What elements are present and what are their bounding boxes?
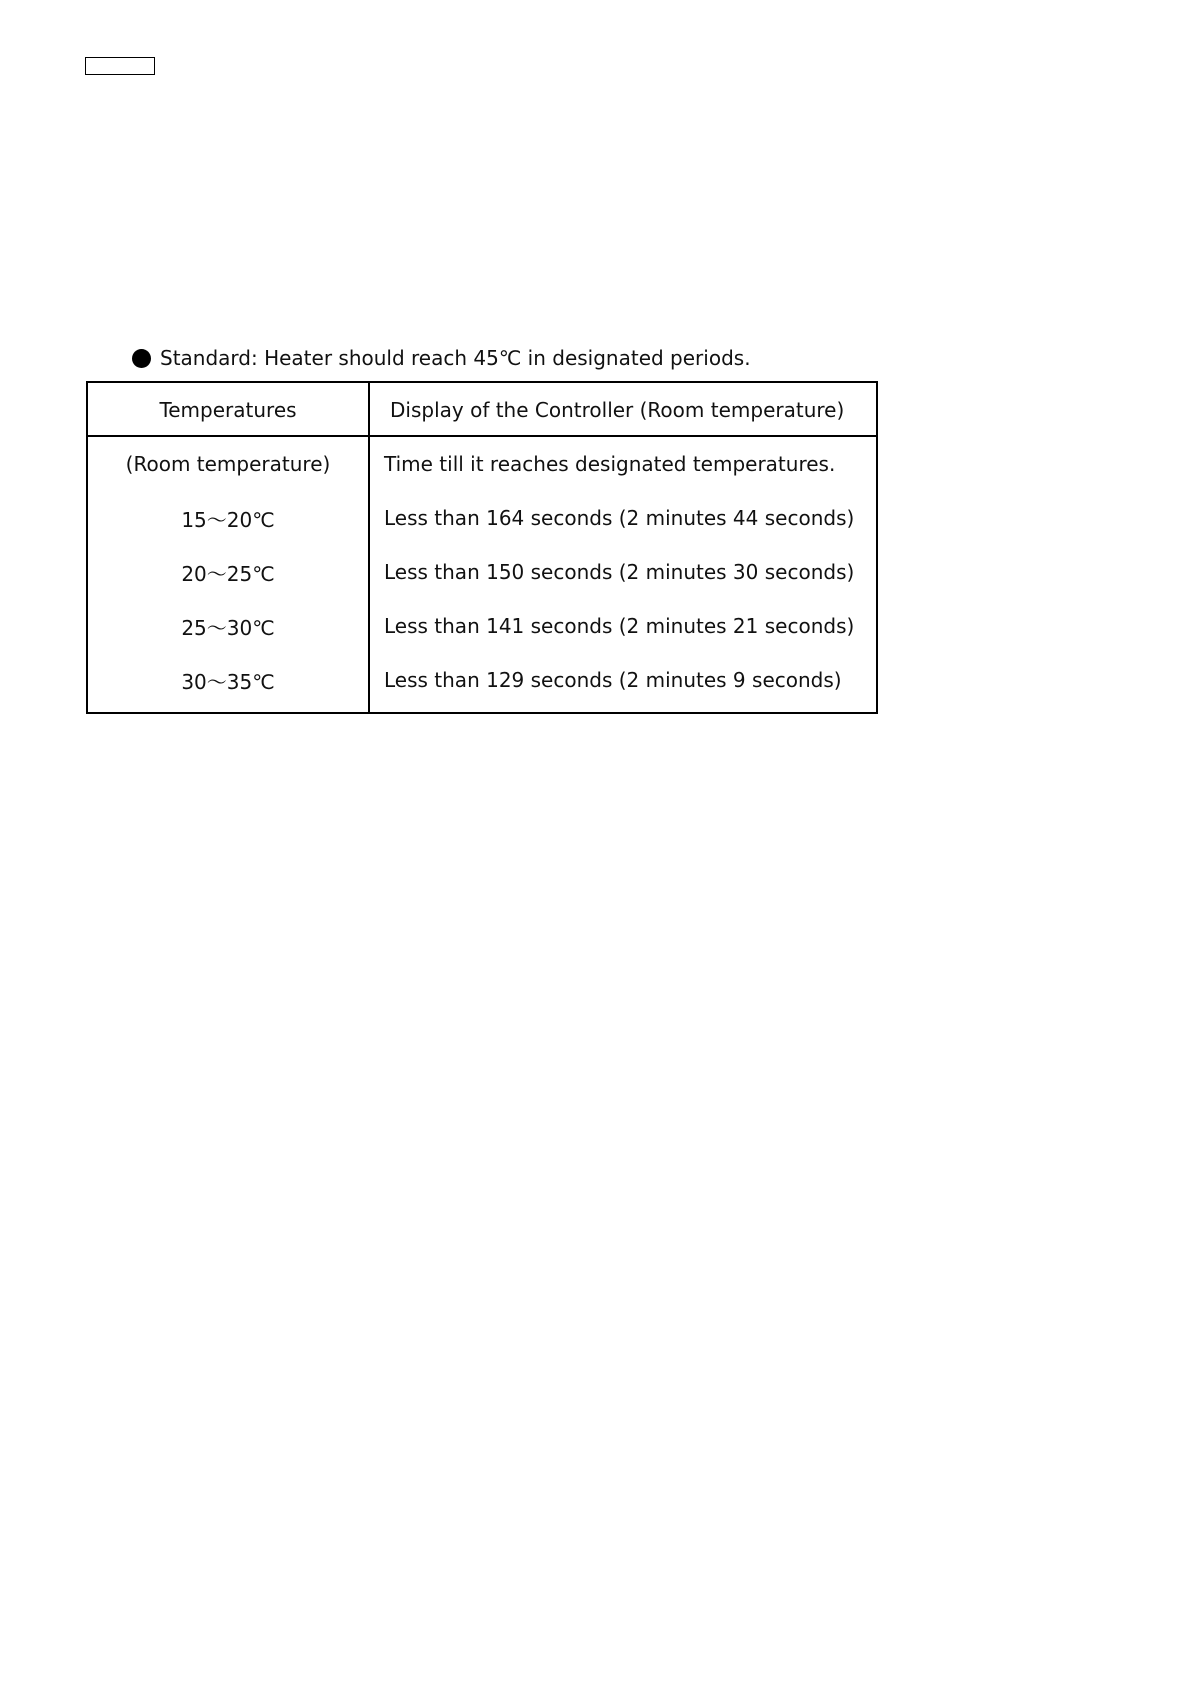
table-row-temp: 30～35℃ [181,669,275,694]
bullet-icon [132,349,151,368]
column-divider [368,383,370,712]
subheader-time: Time till it reaches designated temperatures. [384,452,836,476]
standard-note-text: Standard: Heater should reach 45℃ in designated periods. [160,346,751,370]
subheader-room-temperature: (Room temperature) [125,452,331,476]
heater-spec-table [86,381,878,714]
header-display: Display of the Controller (Room temperature) [390,398,845,422]
corner-label-box [85,57,155,75]
table-row-temp: 25～30℃ [181,615,275,640]
table-row-time: Less than 164 seconds (2 minutes 44 seconds) [384,506,855,530]
table-row-time: Less than 150 seconds (2 minutes 30 seconds) [384,560,855,584]
table-row-temp: 20～25℃ [181,561,275,586]
table-row-time: Less than 129 seconds (2 minutes 9 seconds) [384,668,842,692]
standard-note [132,344,751,372]
table-row-time: Less than 141 seconds (2 minutes 21 seconds) [384,614,855,638]
table-row-temp: 15～20℃ [181,507,275,532]
table-header-row [88,383,876,437]
header-temperatures: Temperatures [159,398,297,422]
